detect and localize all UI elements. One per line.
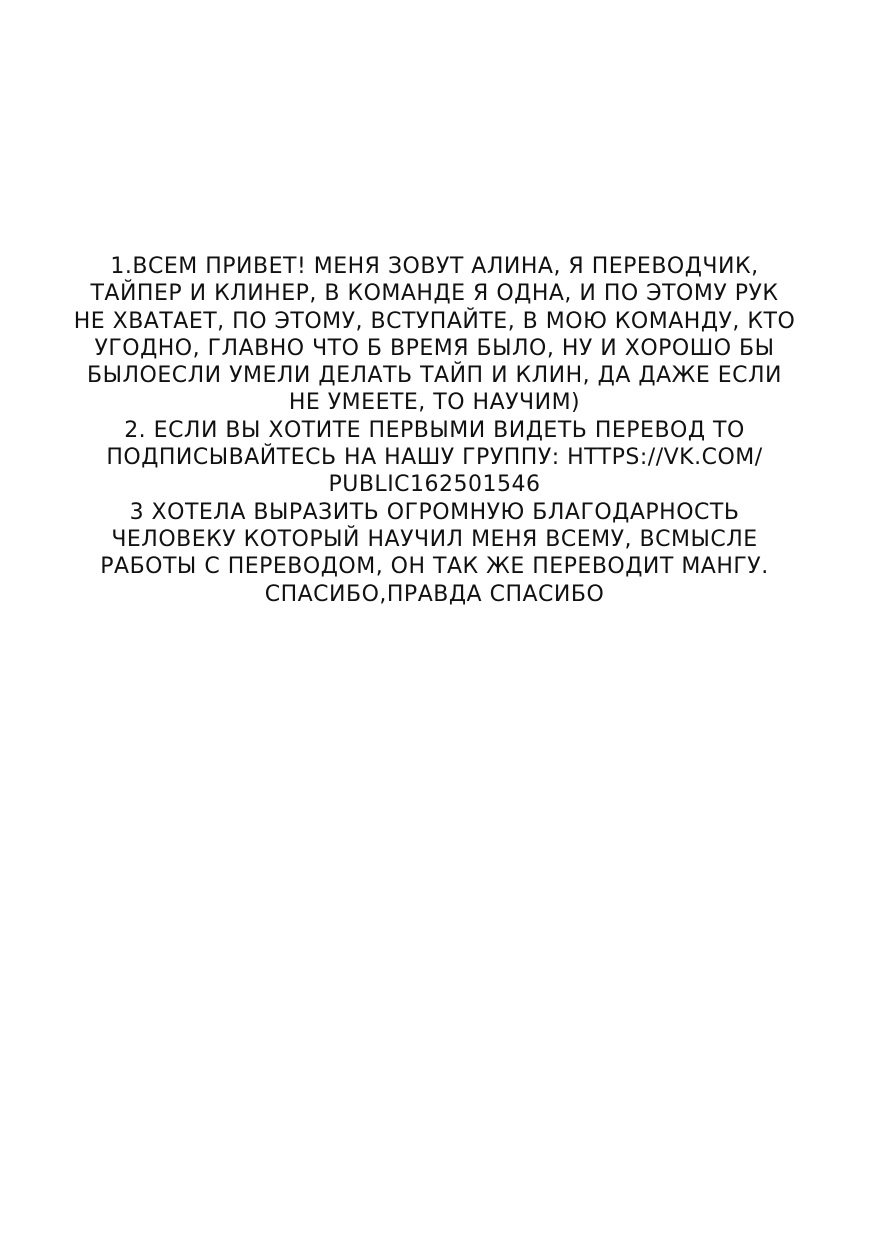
- note-line-2: ТАЙПЕР И КЛИНЕР, В КОМАНДЕ Я ОДНА, И ПО ЭТОМУ РУК: [90, 281, 779, 307]
- note-line-12: РАБОТЫ С ПЕРЕВОДОМ, ОН ТАК ЖЕ ПЕРЕВОДИТ МАНГУ.: [100, 554, 769, 580]
- note-line-8-group-link[interactable]: ПОДПИСЫВАЙТЕСЬ НА НАШУ ГРУППУ: HTTPS://VK.COM/: [106, 445, 763, 471]
- note-line-6: НЕ УМЕЕТЕ, ТО НАУЧИМ): [288, 390, 581, 416]
- note-line-4: УГОДНО, ГЛАВНО ЧТО Б ВРЕМЯ БЫЛО, НУ И ХОРОШО БЫ: [94, 335, 775, 361]
- note-line-7: 2. ЕСЛИ ВЫ ХОТИТЕ ПЕРВЫМИ ВИДЕТЬ ПЕРЕВОД ТО: [124, 417, 745, 443]
- note-line-11: ЧЕЛОВЕКУ КОТОРЫЙ НАУЧИЛ МЕНЯ ВСЕМУ, ВСМЫСЛЕ: [111, 526, 758, 552]
- note-line-5: БЫЛОЕСЛИ УМЕЛИ ДЕЛАТЬ ТАЙП И КЛИН, ДА ДАЖЕ ЕСЛИ: [86, 363, 782, 389]
- note-line-10: 3 ХОТЕЛА ВЫРАЗИТЬ ОГРОМНУЮ БЛАГОДАРНОСТЬ: [129, 499, 740, 525]
- note-line-3: НЕ ХВАТАЕТ, ПО ЭТОМУ, ВСТУПАЙТЕ, В МОЮ КОМАНДУ, КТО: [73, 308, 796, 334]
- translator-note: [20, 253, 849, 608]
- note-line-9-group-link[interactable]: PUBLIC162501546: [328, 472, 541, 498]
- note-line-1: 1.ВСЕМ ПРИВЕТ! МЕНЯ ЗОВУТ АЛИНА, Я ПЕРЕВОДЧИК,: [110, 254, 759, 279]
- note-line-13: СПАСИБО,ПРАВДА СПАСИБО: [264, 581, 605, 607]
